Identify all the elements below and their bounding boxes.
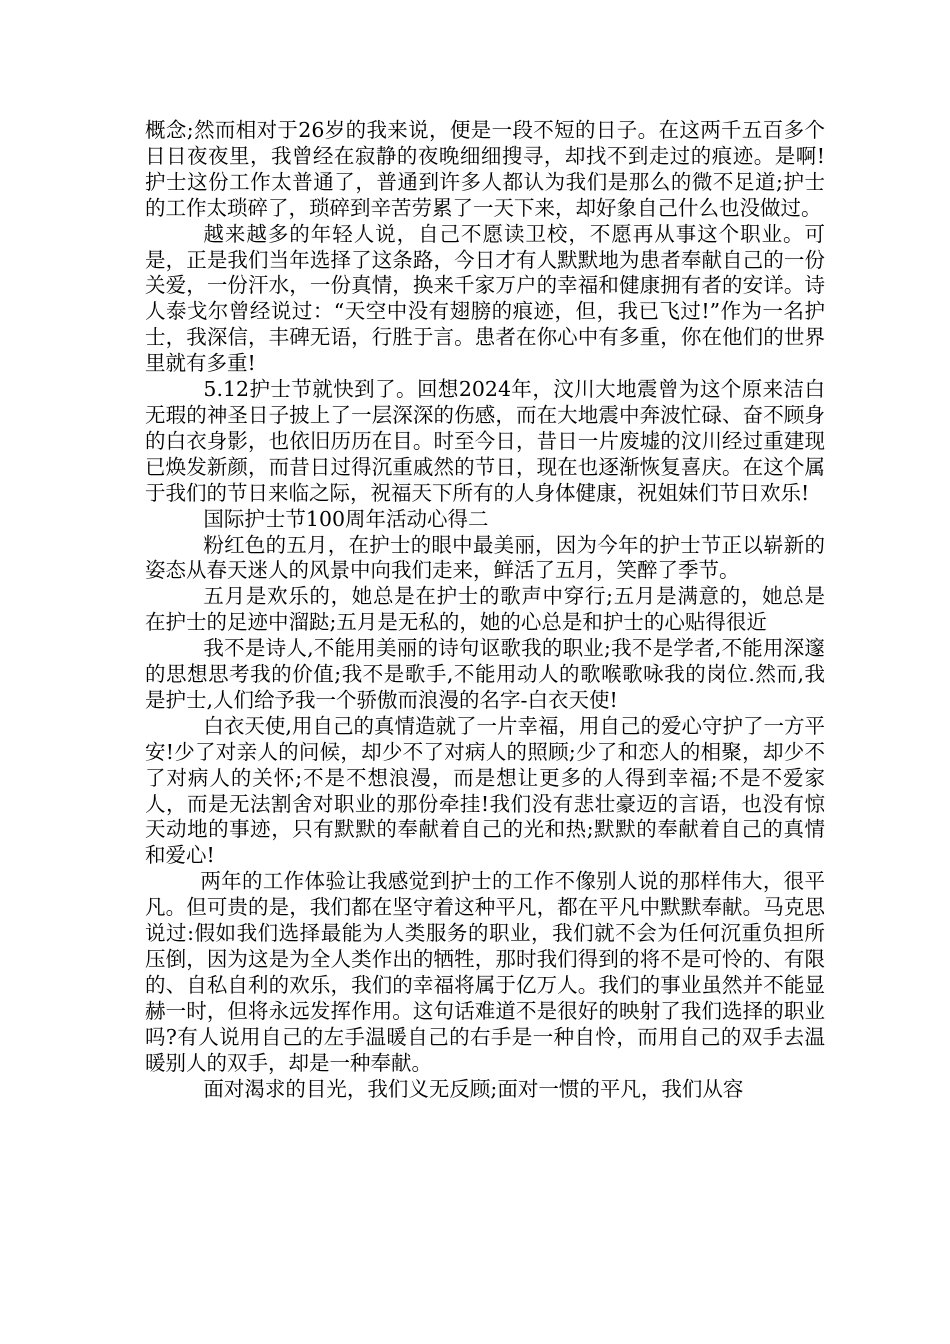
document-page	[145, 118, 825, 1102]
paragraph-two-years: 两年的工作体验让我感觉到护士的工作不像别人说的那样伟大，很平凡。但可贵的是，我们都在坚守着这种平凡，都在平凡中默默奉献。马克思说过:假如我们选择最能为人类服务的职业，我们就不会为任何沉重负担所压倒，因为这是为全人类作出的牺牲，那时我们得到的将不是可怜的、有限的、自私自利的欢乐，我们的幸福将属于亿万人。我们的事业虽然并不能显赫一时，但将永远发挥作用。这句话难道不是很好的映射了我们选择的职业吗?有人说用自己的左手温暖自己的右手是一种自怜，而用自己的双手去温暖别人的双手，却是一种奉献。	[145, 869, 825, 1075]
section-heading: 国际护士节100周年活动心得二	[203, 506, 489, 531]
paragraph-white-angel: 白衣天使,用自己的真情造就了一片幸福，用自己的爱心守护了一方平安!少了对亲人的问候，却少不了对病人的照顾;少了和恋人的相聚，却少不了对病人的关怀;不是不想浪漫，而是想让更多的人得到幸福;不是不爱家人，而是无法割舍对职业的那份牵挂!我们没有悲壮豪迈的言语，也没有惊天动地的事迹，只有默默的奉献着自己的光和热;默默的奉献着自己的真情和爱心!	[145, 713, 825, 868]
paragraph-may-joyful: 五月是欢乐的，她总是在护士的歌声中穿行;五月是满意的，她总是在护士的足迹中溜跶;五月是无私的，她的心总是和护士的心贴得很近	[145, 584, 825, 635]
paragraph-continuation: 概念;然而相对于26岁的我来说，便是一段不短的日子。在这两千五百多个日日夜夜里，我曾经在寂静的夜晚细细搜寻，却找不到走过的痕迹。是啊!护士这份工作太普通了，普通到许多人都认为我们是那么的微不足道;护士的工作太琐碎了，琐碎到辛苦劳累了一天下来，却好象自己什么也没做过。	[145, 118, 825, 220]
paragraph-young-people: 越来越多的年轻人说，自己不愿读卫校，不愿再从事这个职业。可是，正是我们当年选择了这条路，今日才有人默默地为患者奉献自己的一份关爱，一份汗水，一份真情，换来千家万户的幸福和健康拥有者的安详。诗人泰戈尔曾经说过：“天空中没有翅膀的痕迹，但，我已飞过!”作为一名护士，我深信，丰碑无语，行胜于言。患者在你心中有多重，你在他们的世界里就有多重!	[145, 221, 825, 376]
paragraph-facing-gaze: 面对渴求的目光，我们义无反顾;面对一惯的平凡，我们从容	[203, 1076, 744, 1101]
paragraph-not-poet: 我不是诗人,不能用美丽的诗句讴歌我的职业;我不是学者,不能用深邃的思想思考我的价值;我不是歌手,不能用动人的歌喉歌咏我的岗位.然而,我是护士,人们给予我一个骄傲而浪漫的名字-白衣天使!	[145, 636, 825, 712]
paragraph-pink-may: 粉红色的五月，在护士的眼中最美丽，因为今年的护士节正以崭新的姿态从春天迷人的风景中向我们走来，鲜活了五月，笑醉了季节。	[145, 532, 825, 583]
paragraph-nurses-day: 5.12护士节就快到了。回想2024年，汶川大地震曾为这个原来洁白无瑕的神圣日子披上了一层深深的伤感，而在大地震中奔波忙碌、奋不顾身的白衣身影，也依旧历历在目。时至今日，昔日一片废墟的汶川经过重建现已焕发新颜，而昔日过得沉重戚然的节日，现在也逐渐恢复喜庆。在这个属于我们的节日来临之际，祝福天下所有的人身体健康，祝姐妹们节日欢乐!	[145, 377, 825, 505]
